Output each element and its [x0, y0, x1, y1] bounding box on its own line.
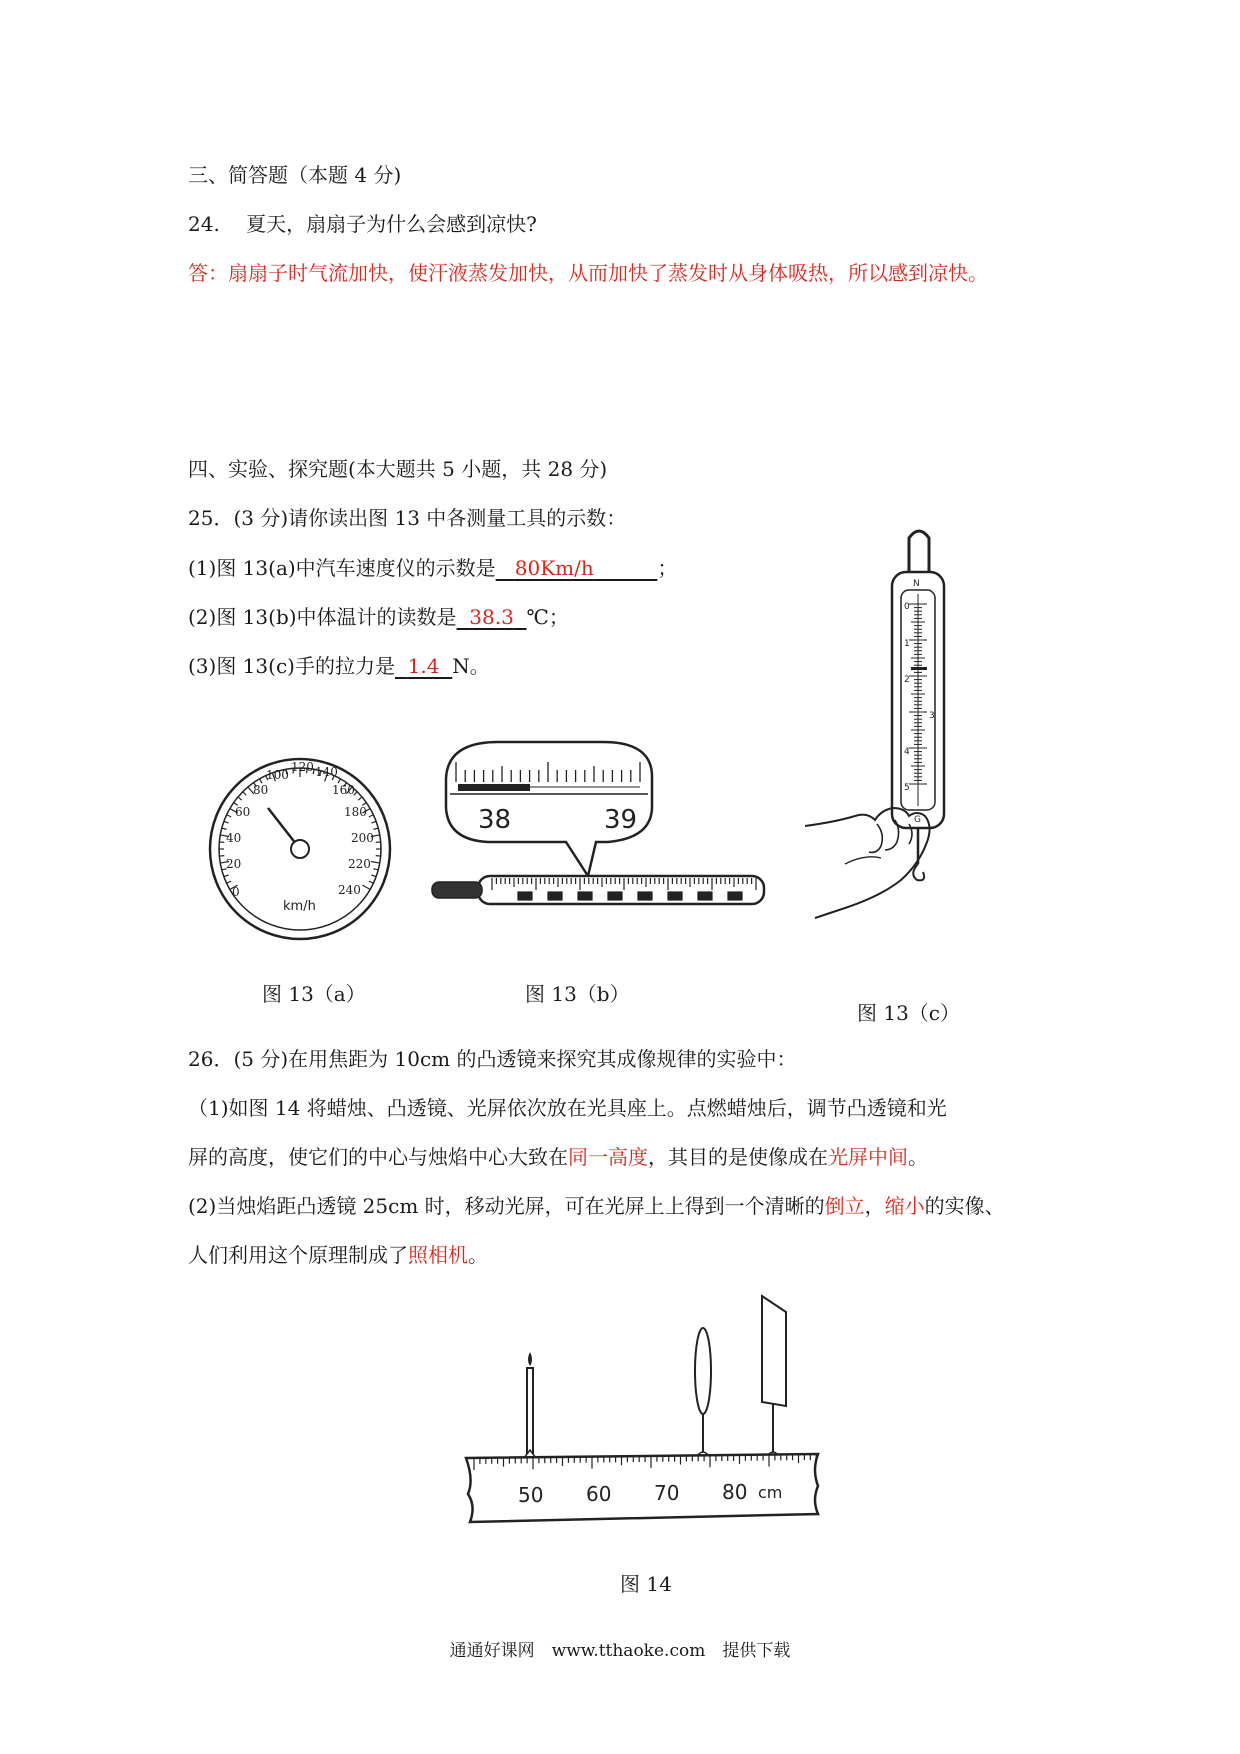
candle-flame [528, 1352, 532, 1366]
q24-answer-text: 扇扇子时气流加快，使汗液蒸发加快，从而加快了蒸发时从身体吸热，所以感到凉快。 [228, 261, 988, 285]
ruler-label-80: 80 [722, 1480, 748, 1504]
q25-part3-end: N。 [452, 654, 490, 678]
section3-title: 三、简答题（本题 4 分) [188, 163, 402, 187]
q26-answer-reduced: 缩小 [884, 1194, 925, 1218]
q26-part1-line2-end: 。 [908, 1145, 928, 1169]
q25-part2 [188, 604, 569, 630]
q26-part2-line2-text: 人们利用这个原理制成了 [188, 1243, 408, 1267]
q26-part1-line1: （1)如图 14 将蜡烛、凸透镜、光屏依次放在光具座上。点燃蜡烛后，调节凸透镜和光 [188, 1096, 947, 1120]
thermometer-figure [428, 738, 768, 916]
mercury-column [458, 784, 530, 791]
scale-label-2: 2 [904, 675, 910, 685]
speedo-label-60: 60 [235, 805, 251, 819]
q26-answer-camera: 照相机 [408, 1243, 468, 1267]
scale-label-4: 4 [904, 747, 910, 757]
scale-label-5: 5 [904, 783, 910, 793]
speedo-label-40: 40 [226, 831, 242, 845]
q26-part1-line2 [188, 1144, 928, 1170]
scale-pointer [911, 667, 927, 670]
scale-label-0: 0 [904, 602, 910, 612]
q26-part1-line2-mid: ，其目的是使像成在 [648, 1145, 828, 1169]
ruler-label-50: 50 [518, 1483, 544, 1507]
q25-part1-blank [496, 556, 658, 580]
speedo-label-80: 80 [253, 783, 269, 797]
speedo-hub [291, 840, 309, 858]
thermometer-bulb [432, 882, 482, 898]
speedo-label-0: 0 [232, 885, 240, 899]
spring-scale-figure [805, 524, 965, 984]
q26-answer-screen-center: 光屏中间 [828, 1145, 908, 1169]
light-screen [762, 1296, 786, 1406]
speedometer-figure [205, 742, 395, 960]
speedo-label-20: 20 [226, 857, 242, 871]
q26-answer-same-height: 同一高度 [568, 1145, 648, 1169]
q25-part2-blank [457, 605, 527, 629]
scale-top-ring [909, 531, 929, 572]
q26-part2-line2-end: 。 [468, 1243, 488, 1267]
q25-part2-text: (2)图 13(b)中体温计的读数是 [188, 605, 457, 629]
q25-part2-answer: 38.3 [469, 605, 514, 629]
q25-part1-answer: 80Km/h [514, 556, 594, 580]
q25-part1-end: ； [657, 556, 678, 580]
candle [527, 1368, 533, 1458]
page-footer: 通通好课网 www.tthaoke.com 提供下载 [449, 1641, 791, 1661]
q25-part1 [188, 555, 677, 581]
scale-label-3: 3 [929, 711, 935, 721]
q26-part2-line1-mid: ， [864, 1194, 885, 1218]
fig14-caption: 图 14 [620, 1572, 672, 1596]
speedo-label-160: 160 [332, 783, 355, 797]
q26-answer-inverted: 倒立 [824, 1194, 865, 1218]
ruler-label-60: 60 [586, 1482, 612, 1506]
optical-bench-figure [460, 1290, 830, 1540]
q26-part2-line1-text: (2)当烛焰距凸透镜 25cm 时，移动光屏，可在光屏上上得到一个清晰的 [188, 1194, 825, 1218]
q25-part1-text: (1)图 13(a)中汽车速度仪的示数是 [188, 556, 496, 580]
ruler-label-70: 70 [654, 1481, 680, 1505]
speedo-label-180: 180 [344, 805, 367, 819]
speedo-label-120: 120 [291, 760, 314, 774]
scale-label-1: 1 [904, 639, 910, 649]
q26-stem: 26．(5 分)在用焦距为 10cm 的凸透镜来探究其成像规律的实验中： [188, 1047, 797, 1071]
thermo-label-38: 38 [478, 805, 512, 835]
q25-stem: 25．(3 分)请你读出图 13 中各测量工具的示数： [188, 506, 627, 530]
q26-part1-line2-text: 屏的高度，使它们的中心与烛焰中心大致在 [188, 1145, 568, 1169]
q25-part3 [188, 653, 490, 679]
speedo-label-100: 100 [266, 768, 289, 782]
q26-part2-line2 [188, 1242, 488, 1268]
q25-part3-blank [395, 654, 452, 678]
speedo-label-240: 240 [338, 883, 361, 897]
convex-lens [695, 1328, 711, 1414]
thermo-label-39: 39 [604, 805, 638, 835]
q24-answer-label: 答： [188, 261, 228, 285]
fig13c-caption: 图 13（c） [857, 1001, 961, 1025]
scale-bottom-label: G [914, 815, 921, 825]
speedo-label-220: 220 [348, 857, 371, 871]
q25-part3-text: (3)图 13(c)手的拉力是 [188, 654, 395, 678]
speedo-unit: km/h [283, 899, 316, 914]
q24-answer [188, 260, 988, 286]
speedo-label-140: 140 [315, 765, 338, 779]
fig13a-caption: 图 13（a） [262, 982, 366, 1006]
ruler-unit: cm [758, 1483, 783, 1502]
q24-question: 24. 夏天，扇扇子为什么会感到凉快? [188, 212, 537, 236]
speedo-label-200: 200 [351, 831, 374, 845]
scale-unit-label: N [913, 579, 920, 589]
q25-part2-end: ℃； [526, 605, 569, 629]
q26-part2-line1-end: 的实像、 [924, 1194, 1005, 1218]
q26-part2-line1 [188, 1193, 1005, 1219]
section4-title: 四、实验、探究题(本大题共 5 小题，共 28 分) [188, 457, 608, 481]
q25-part3-answer: 1.4 [407, 654, 440, 678]
fig13b-caption: 图 13（b） [525, 982, 630, 1006]
